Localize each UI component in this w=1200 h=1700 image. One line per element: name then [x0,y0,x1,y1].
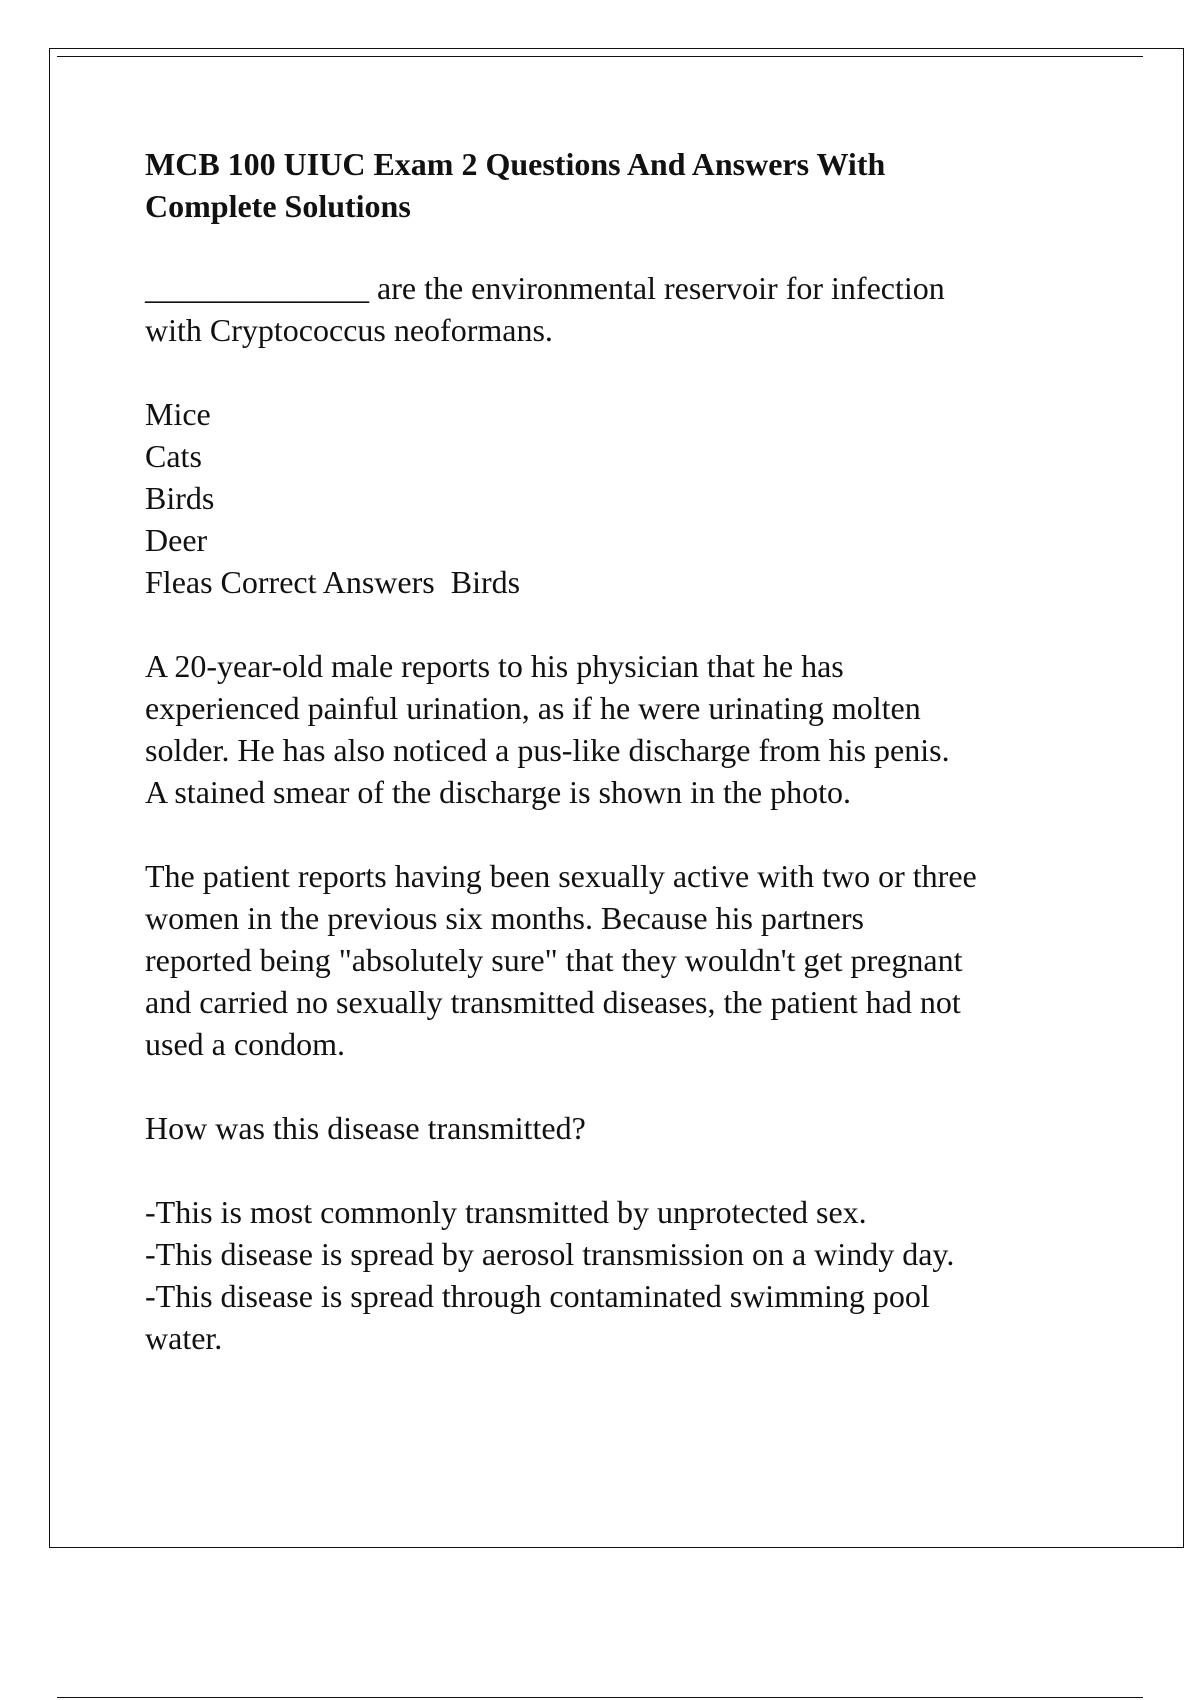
answer-option: Deer [145,522,208,558]
document-body [145,143,1105,1401]
history-line: and carried no sexually transmitted diseases, the patient had not [145,984,961,1020]
scenario-line: solder. He has also noticed a pus-like discharge from his penis. [145,732,950,768]
history-line: women in the previous six months. Because his partners [145,900,864,936]
question-1-options [145,393,1105,603]
scenario-line: experienced painful urination, as if he were urinating molten [145,690,921,726]
answer-option: Cats [145,438,202,474]
scenario-line: A stained smear of the discharge is shown in the photo. [145,774,851,810]
scenario-line: A 20-year-old male reports to his physician that he has [145,648,844,684]
question-2-options [145,1191,1105,1359]
top-rule [57,56,1143,57]
question-prompt: How was this disease transmitted? [145,1110,586,1146]
answer-option: -This is most commonly transmitted by unprotected sex. [145,1194,867,1230]
history-line: The patient reports having been sexually active with two or three [145,858,977,894]
question-line: ______________ are the environmental reservoir for infection [145,270,945,306]
document-title [145,143,1105,227]
question-2-scenario [145,645,1105,813]
history-line: used a condom. [145,1026,345,1062]
question-1-stem [145,267,1105,351]
question-2-prompt [145,1107,1105,1149]
title-line: Complete Solutions [145,188,411,224]
title-line: MCB 100 UIUC Exam 2 Questions And Answers With [145,146,886,182]
answer-option-with-correct-answer: Fleas Correct Answers Birds [145,564,521,600]
question-line: with Cryptococcus neoformans. [145,312,553,348]
bottom-rule [57,1697,1143,1698]
question-2-history [145,855,1105,1065]
answer-option-continued: water. [145,1320,223,1356]
answer-option: Mice [145,396,211,432]
history-line: reported being "absolutely sure" that they wouldn't get pregnant [145,942,963,978]
answer-option: -This disease is spread through contaminated swimming pool [145,1278,930,1314]
answer-option: Birds [145,480,215,516]
answer-option: -This disease is spread by aerosol transmission on a windy day. [145,1236,955,1272]
